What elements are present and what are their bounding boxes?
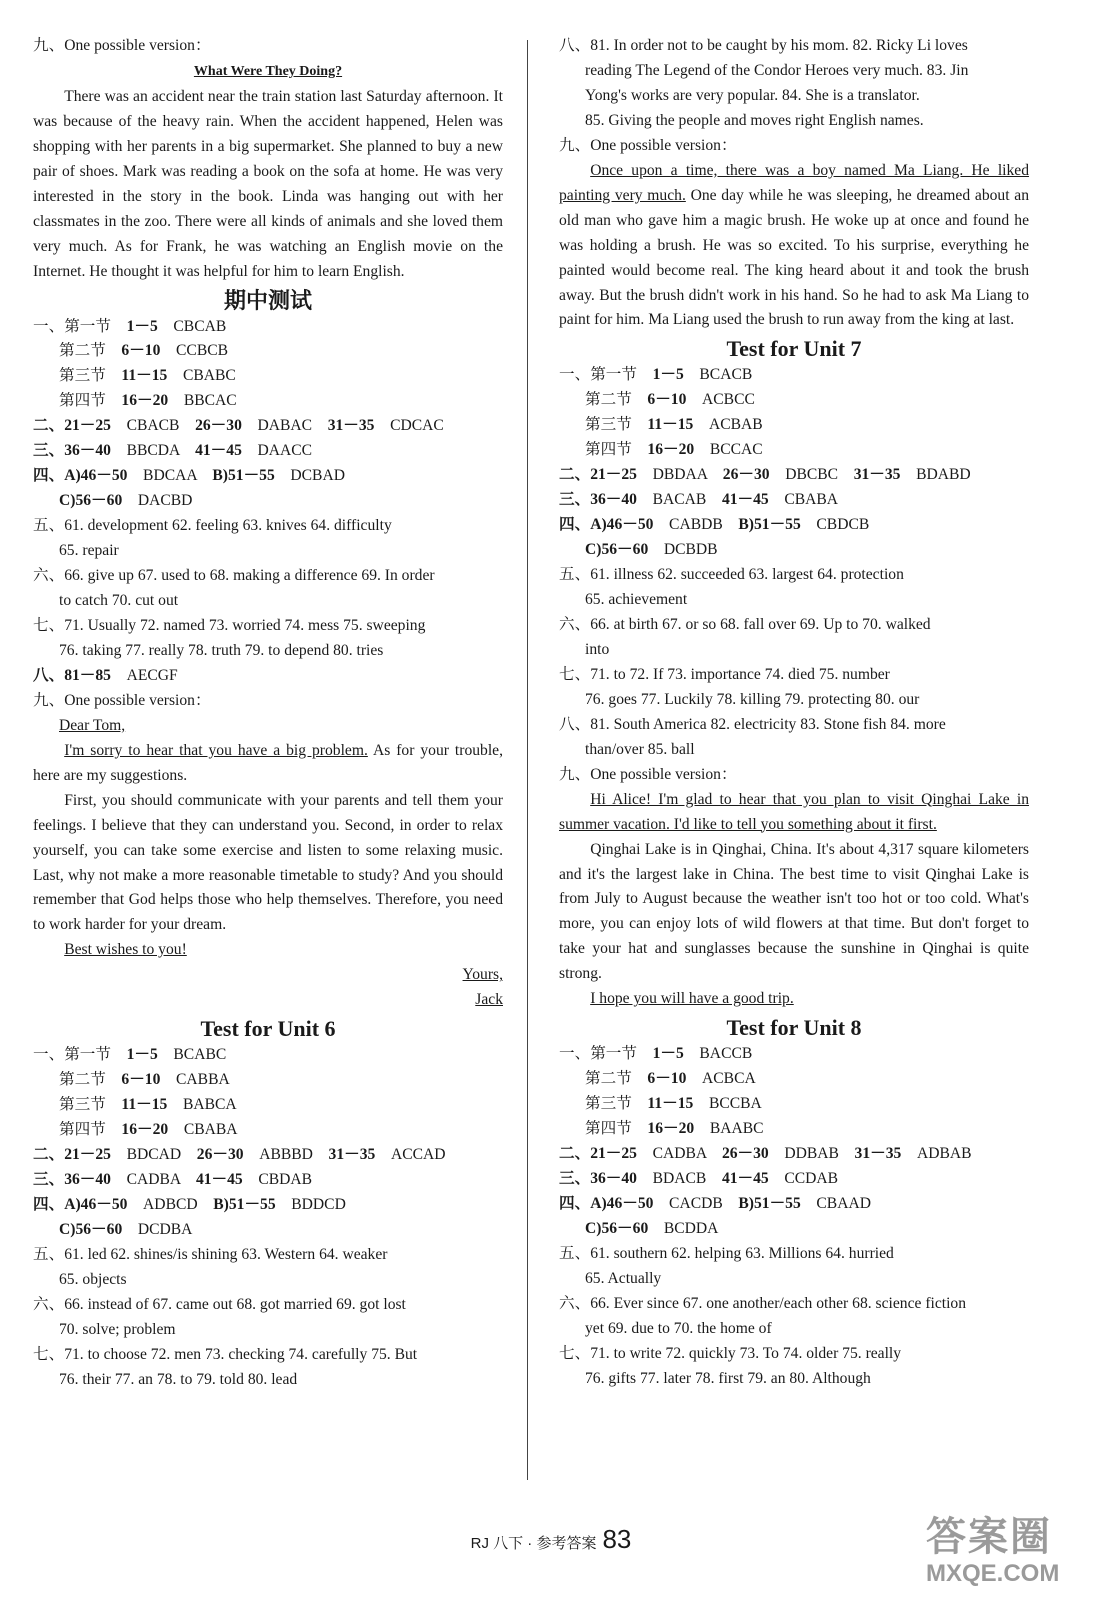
answer: ACBCA — [702, 1070, 756, 1088]
unit7-answers — [559, 363, 1029, 1012]
letter-paragraph-2: First, you should communicate with your parents and tell them your feelings. I believe that they can understand you. Second, in order to relax yourself, you can take some exercise and listen to some relaxing music. Last, why not make a more reasonable timetable to study? And you should remember that God helps those who help themselves. Therefore, you need to work harder for your dream. — [33, 791, 503, 934]
answer: CBABA — [784, 491, 839, 509]
unit7-heading: Test for Unit 7 — [726, 336, 862, 362]
answer: BDABD — [916, 466, 971, 484]
answer-row: 九、One possible version： — [33, 691, 211, 709]
answer: CABDB — [669, 516, 723, 534]
row-label: 第三节 — [59, 1096, 106, 1114]
range: 四、A)46－50 — [33, 467, 128, 485]
answer: CBAAD — [816, 1194, 871, 1212]
answer: CADBA — [126, 1170, 181, 1188]
range: 31－35 — [854, 1145, 902, 1163]
answer: DCBAD — [290, 467, 345, 485]
left-column — [33, 34, 503, 1393]
writing-closing: I hope you will have a good trip. — [590, 990, 794, 1008]
range: 三、36－40 — [559, 1169, 637, 1187]
answer: DCDBA — [137, 1220, 193, 1238]
range: 11－15 — [647, 1095, 694, 1113]
answer: ACCAD — [390, 1146, 446, 1164]
answer-row: 五、61. illness 62. succeeded 63. largest 64. protection — [559, 566, 904, 584]
story-rest: One day while he was sleeping, he dreamed about an old man who gave him a magic brush. He woke up at once and found he was holding a brush. He was so excited. To his surprise, everything he painted would become real. The king heard about it and took the brush away. But the brush didn't work in his hand. So he had to ask Ma Liang to paint for him. Ma Liang used the brush to run away from the king at last. — [559, 186, 1029, 329]
answer: BAABC — [709, 1120, 764, 1138]
answer-row: 65. repair — [59, 542, 119, 560]
footer-label: RJ 八下 · 参考答案 — [470, 1535, 597, 1552]
answer: BDACB — [652, 1169, 707, 1187]
range: 四、A)46－50 — [559, 516, 654, 534]
letter-paragraph-1 — [33, 739, 503, 789]
unit6-heading: Test for Unit 6 — [200, 1016, 336, 1042]
answer: CACDB — [669, 1194, 723, 1212]
range: 6－10 — [647, 391, 687, 409]
answer: BBCDA — [126, 442, 180, 460]
range: 41－45 — [195, 442, 242, 460]
row-label: 第四节 — [585, 1120, 632, 1138]
answer: BBCAC — [183, 392, 237, 410]
answer: CCBCB — [176, 342, 229, 360]
answer: DBCBC — [785, 466, 839, 484]
answer-row: 65. objects — [59, 1270, 127, 1288]
letter-sign-off: Yours, — [462, 966, 503, 984]
range: C)56－60 — [585, 541, 649, 559]
range: 6－10 — [121, 342, 161, 360]
letter-greeting: Dear Tom, — [59, 716, 126, 734]
answer-row: 六、66. Ever since 67. one another/each other 68. science fiction — [559, 1294, 967, 1312]
range: 26－30 — [195, 417, 242, 435]
range: 41－45 — [721, 491, 769, 509]
row-label: 第四节 — [59, 1121, 106, 1139]
answer: DCBDB — [663, 541, 718, 559]
range: B)51－55 — [212, 467, 275, 485]
row-label: 第二节 — [585, 1070, 632, 1088]
range: 四、A)46－50 — [33, 1195, 128, 1213]
letter-closing: Best wishes to you! — [64, 941, 187, 959]
range: C)56－60 — [59, 492, 123, 510]
range: 16－20 — [647, 441, 695, 459]
right-column — [559, 34, 1029, 1392]
range: C)56－60 — [59, 1220, 123, 1238]
answer: ADBAB — [916, 1145, 972, 1163]
range: 1－5 — [652, 366, 684, 384]
answer-row: 七、71. to choose 72. men 73. checking 74. carefully 75. But — [33, 1345, 418, 1363]
section-nine-label: 九、One possible version： — [559, 136, 737, 154]
range: B)51－55 — [738, 1194, 801, 1212]
story-text — [559, 159, 1029, 334]
range: 1－5 — [126, 1046, 158, 1064]
answer: CBDAB — [258, 1170, 313, 1188]
answer-row: 六、66. at birth 67. or so 68. fall over 69. Up to 70. walked — [559, 615, 931, 633]
row-label: 一、第一节 — [33, 317, 111, 335]
answer: CBACB — [126, 417, 180, 435]
range: 11－15 — [647, 416, 694, 434]
row-label: 第二节 — [59, 1071, 106, 1089]
row-label: 第四节 — [59, 392, 106, 410]
midterm-heading: 期中测试 — [223, 287, 312, 313]
range: 二、21－25 — [559, 466, 637, 484]
range: 26－30 — [196, 1146, 244, 1164]
answer: CCDAB — [784, 1169, 839, 1187]
answer: BCDDA — [663, 1219, 719, 1237]
answer: BACCB — [699, 1045, 753, 1063]
range: C)56－60 — [585, 1219, 649, 1237]
answer-row: 五、61. southern 62. helping 63. Millions 64. hurried — [559, 1244, 894, 1262]
range: 二、21－25 — [33, 417, 111, 435]
answer: DABAC — [257, 417, 313, 435]
range: 16－20 — [121, 1121, 169, 1139]
answer-row: 76. gifts 77. later 78. first 79. an 80. Although — [585, 1369, 871, 1387]
watermark-url: MXQE.COM — [926, 1560, 1060, 1587]
range: 二、21－25 — [559, 1145, 637, 1163]
answer-row: 五、61. development 62. feeling 63. knives 64. difficulty — [33, 517, 392, 535]
row-label: 一、第一节 — [559, 366, 637, 384]
answer-row: 七、71. to 72. If 73. importance 74. died 75. number — [559, 665, 890, 683]
row-label: 一、第一节 — [559, 1045, 637, 1063]
page-number: 83 — [602, 1524, 632, 1554]
section-nine-label: 九、One possible version： — [33, 37, 211, 54]
range: 1－5 — [126, 317, 158, 335]
row-label: 一、第一节 — [33, 1046, 111, 1064]
answer: CBABC — [182, 367, 236, 385]
range: 31－35 — [327, 417, 375, 435]
story-opening: Once upon a time, there was a boy named Ma Liang. He liked painting very much. — [559, 161, 1029, 204]
answer: CBDCB — [816, 516, 870, 534]
unit8-heading: Test for Unit 8 — [726, 1015, 862, 1041]
row-label: 第三节 — [585, 416, 632, 434]
answer-row: 65. achievement — [585, 591, 688, 609]
row-label: 第二节 — [585, 391, 632, 409]
answer: CABBA — [176, 1071, 230, 1089]
range: 16－20 — [647, 1120, 695, 1138]
answer-row: 76. goes 77. Luckily 78. killing 79. protecting 80. our — [585, 690, 920, 708]
answer: BDDCD — [291, 1195, 346, 1213]
range: 26－30 — [721, 1145, 769, 1163]
answer-row: 六、66. instead of 67. came out 68. got married 69. got lost — [33, 1295, 406, 1313]
answer-row: Yong's works are very popular. 84. She is a translator. — [585, 86, 920, 104]
answer-row: 70. solve; problem — [59, 1320, 176, 1338]
answer-row: yet 69. due to 70. the home of — [585, 1319, 772, 1337]
letter-opening: I'm sorry to hear that you have a big problem. — [64, 741, 368, 759]
answer-row: 八、81. South America 82. electricity 83. Stone fish 84. more — [559, 715, 946, 733]
answer-row: than/over 85. ball — [585, 740, 695, 758]
answer: BCCAC — [709, 441, 763, 459]
range: 三、36－40 — [33, 1170, 111, 1188]
answer: DACBD — [137, 492, 193, 510]
range: 八、81－85 — [33, 666, 111, 684]
answer: ABBBD — [259, 1146, 313, 1164]
answer: ACBCC — [702, 391, 755, 409]
midterm-answers — [33, 315, 503, 1014]
answer-row: 七、71. to write 72. quickly 73. To 74. older 75. really — [559, 1344, 902, 1362]
range: 26－30 — [722, 466, 770, 484]
answer-row: into — [585, 640, 610, 658]
answer-row: 76. their 77. an 78. to 79. told 80. lead — [59, 1370, 298, 1388]
range: 二、21－25 — [33, 1146, 111, 1164]
range: B)51－55 — [738, 516, 801, 534]
answer: BABCA — [182, 1096, 237, 1114]
range: 41－45 — [195, 1170, 243, 1188]
range: 6－10 — [121, 1071, 161, 1089]
range: 31－35 — [853, 466, 901, 484]
row-label: 第四节 — [585, 441, 632, 459]
letter-paragraph-1-rest: As for your trouble, here are my suggestions. — [33, 741, 503, 784]
answer: CDCAC — [390, 417, 444, 435]
answer: CADBA — [652, 1145, 707, 1163]
column-divider — [527, 40, 528, 1480]
row-label: 第二节 — [59, 342, 106, 360]
answer-row: 76. taking 77. really 78. truth 79. to depend 80. tries — [59, 641, 384, 659]
answer-row: reading The Legend of the Condor Heroes very much. 83. Jin — [585, 61, 969, 79]
story-text: There was an accident near the train station last Saturday afternoon. It was because of the heavy rain. When the accident happened, Helen was shopping with her parents in a big supermarket. She planned to buy a new pair of shoes. Mark was reading a book on the sofa at home. He was very interested in the story in the book. Linda was hanging out with her classmates in the zoo. There were all kinds of animals and she loved them very much. As for Frank, he was watching an English movie on the Internet. He thought it was helpful for him to learn English. — [33, 87, 503, 280]
row-label: 第三节 — [59, 367, 106, 385]
answer: BCABC — [173, 1046, 227, 1064]
answer: BCACB — [699, 366, 753, 384]
answer: BCCBA — [708, 1095, 762, 1113]
writing-body: Qinghai Lake is in Qinghai, China. It's about 4,317 square kilometers and it's the largest lake in China. The best time to visit Qinghai Lake is from July to August because the weather isn't too hot or too cold. What's more, you can enjoy lots of wild flowers at that time. But don't forget to take your hat and sunglasses because the sunshine in Qinghai is quite strong. — [559, 840, 1029, 983]
range: 11－15 — [121, 1096, 168, 1114]
answer: DDBAB — [784, 1145, 839, 1163]
answer: AECGF — [126, 666, 178, 684]
row-label: 第三节 — [585, 1095, 632, 1113]
answer: DAACC — [257, 442, 313, 460]
range: 三、36－40 — [33, 442, 111, 460]
answer-row: 65. Actually — [585, 1269, 662, 1287]
answer-row: 六、66. give up 67. used to 68. making a difference 69. In order — [33, 567, 435, 585]
range: 三、36－40 — [559, 491, 637, 509]
answer: ACBAB — [708, 416, 763, 434]
answer: ADBCD — [143, 1195, 198, 1213]
range: 16－20 — [121, 392, 169, 410]
answer-row: 85. Giving the people and moves right English names. — [585, 111, 924, 129]
answer-row: 七、71. Usually 72. named 73. worried 74. mess 75. sweeping — [33, 616, 426, 634]
answer-row: to catch 70. cut out — [59, 592, 179, 610]
answer-row: 五、61. led 62. shines/is shining 63. Western 64. weaker — [33, 1245, 388, 1263]
range: 1－5 — [652, 1045, 684, 1063]
answer: BDCAA — [143, 467, 197, 485]
answer: CBCAB — [173, 317, 227, 335]
story-title: What Were They Doing? — [193, 63, 343, 79]
answer: BACAB — [652, 491, 707, 509]
writing-opening: Hi Alice! I'm glad to hear that you plan to visit Qinghai Lake in summer vacation. I'd like to tell you something about it first. — [559, 790, 1029, 833]
answer: BDCAD — [126, 1146, 182, 1164]
range: 31－35 — [328, 1146, 376, 1164]
unit8-answers — [559, 1042, 1029, 1391]
range: 6－10 — [647, 1070, 687, 1088]
range: B)51－55 — [213, 1195, 276, 1213]
letter-signature: Jack — [475, 991, 503, 1009]
answer: DBDAA — [652, 466, 708, 484]
range: 11－15 — [121, 367, 168, 385]
unit6-answers — [33, 1043, 503, 1392]
watermark-logo — [926, 1513, 1102, 1600]
answer: CBABA — [183, 1121, 238, 1139]
range: 41－45 — [721, 1169, 769, 1187]
answer-row: 八、81. In order not to be caught by his mom. 82. Ricky Li loves — [559, 37, 968, 54]
answer-row: 九、One possible version： — [559, 765, 737, 783]
range: 四、A)46－50 — [559, 1194, 654, 1212]
watermark-text: 答案圈 — [926, 1515, 1052, 1559]
